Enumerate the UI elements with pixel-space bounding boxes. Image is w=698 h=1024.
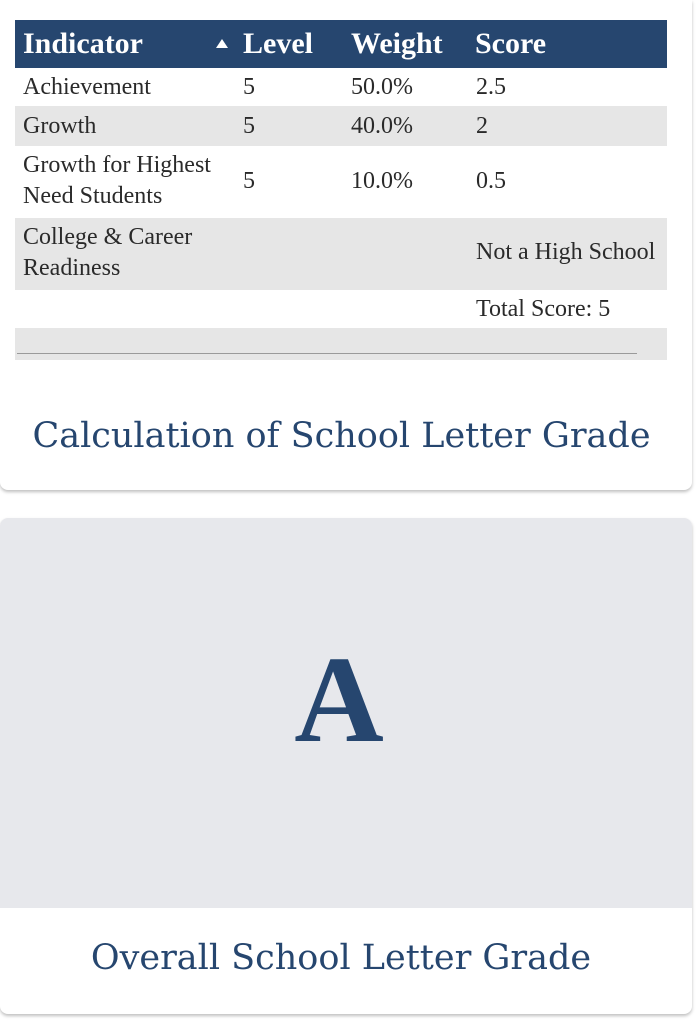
header-level[interactable]: [215, 24, 313, 64]
indicator-cell: Growth: [23, 113, 97, 139]
level-cell: 5: [243, 74, 255, 100]
weight-cell: 50.0%: [351, 74, 413, 100]
level-cell: 5: [243, 113, 255, 139]
header-weight[interactable]: Weight: [351, 27, 443, 60]
table-header: [15, 20, 667, 68]
table-row: [15, 68, 667, 106]
level-cell: 5: [243, 168, 255, 194]
header-level-label[interactable]: Level: [243, 27, 313, 60]
calculation-card: [0, 0, 692, 490]
grade-card: [0, 518, 692, 1014]
table-row: [15, 218, 667, 290]
header-indicator[interactable]: Indicator: [23, 27, 143, 60]
grade-caption: Overall School Letter Grade: [90, 938, 592, 978]
weight-cell: 40.0%: [351, 113, 413, 139]
calculation-caption: Calculation of School Letter Grade: [32, 416, 651, 456]
score-cell: 0.5: [476, 168, 506, 194]
indicator-cell: Achievement: [23, 74, 151, 100]
weight-cell: 10.0%: [351, 168, 413, 194]
indicator-cell: College & Career Readiness: [23, 224, 193, 281]
indicator-table: [15, 20, 667, 360]
table-row: [15, 106, 667, 146]
footer-divider: [17, 353, 637, 354]
total-score: Total Score: 5: [476, 296, 611, 322]
grade-letter: A: [294, 631, 384, 768]
table-footer: [15, 328, 667, 360]
indicator-cell: Growth for Highest Need Students: [23, 152, 211, 209]
grade-panel: [0, 518, 692, 908]
total-row: [15, 290, 667, 328]
score-cell: 2.5: [476, 74, 506, 100]
score-cell: 2: [476, 113, 488, 139]
table-row: [15, 146, 667, 218]
header-score[interactable]: Score: [475, 27, 547, 60]
score-cell: Not a High School: [476, 239, 656, 265]
